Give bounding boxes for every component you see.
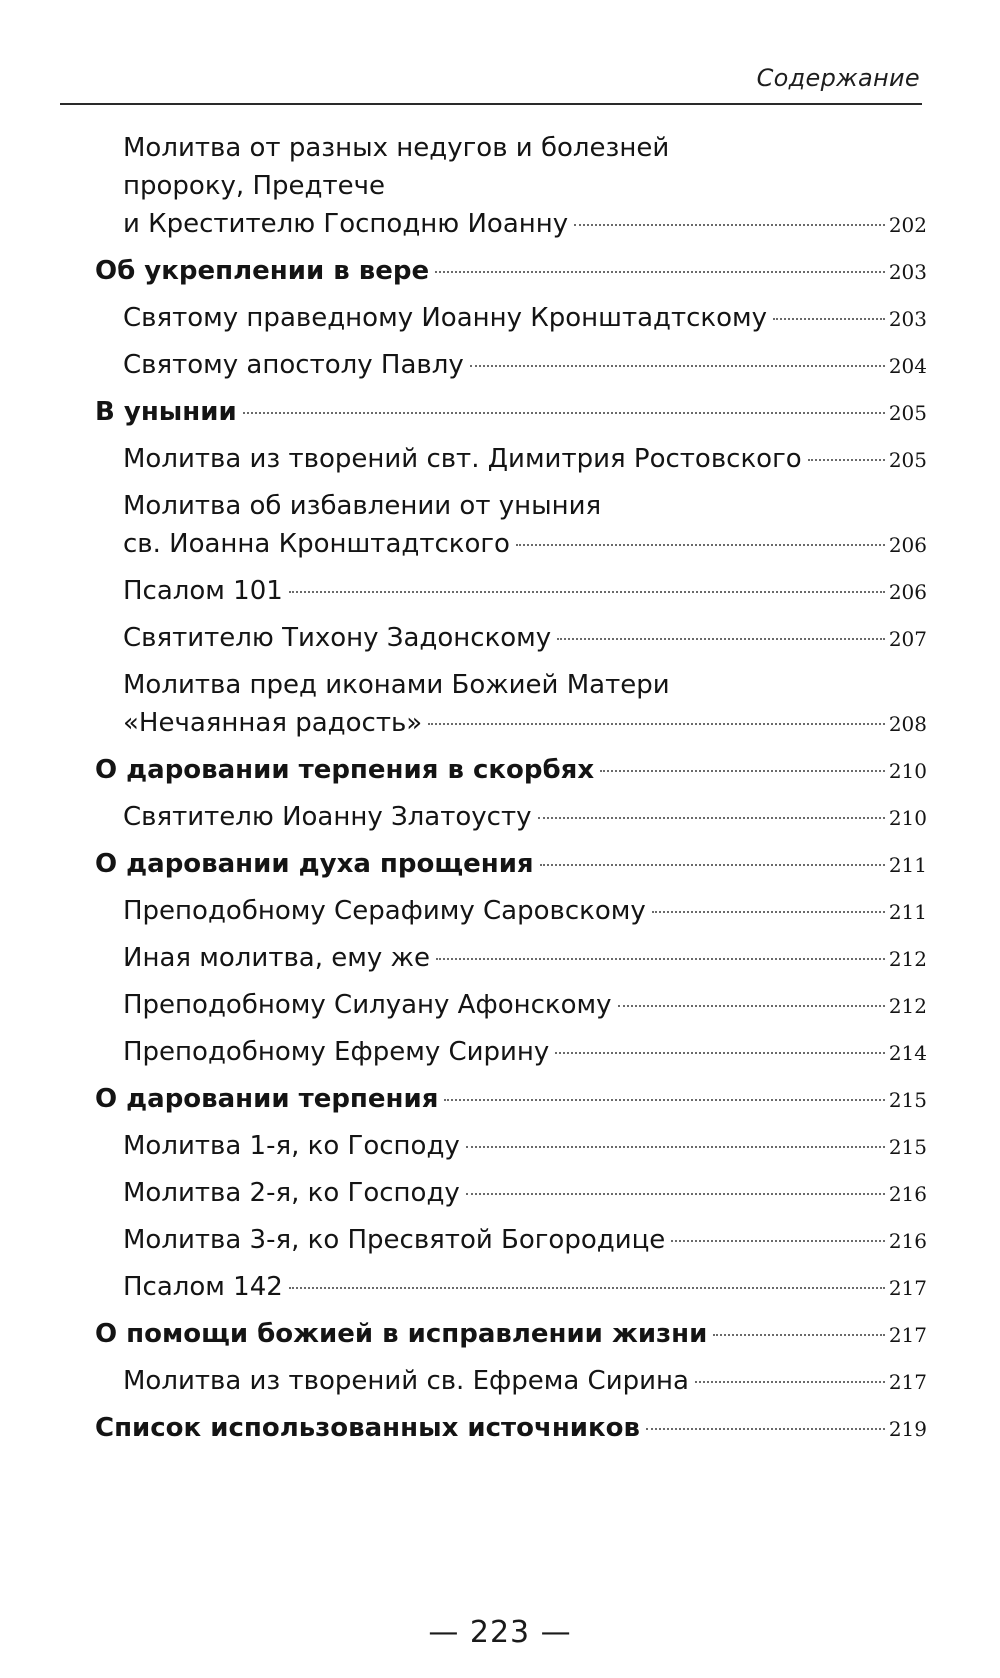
toc-page-number: 205 — [888, 448, 927, 472]
page-number: — 223 — — [428, 1615, 572, 1650]
toc-page-number: 217 — [888, 1276, 927, 1300]
toc-page-number: 211 — [888, 900, 927, 924]
toc-page-number: 203 — [888, 260, 927, 284]
toc-page-number: 212 — [888, 994, 927, 1018]
toc-entry[interactable] — [95, 1362, 927, 1401]
toc-entry-title: Молитва 2-я, ко Господу — [123, 1178, 460, 1208]
toc-entry[interactable] — [95, 1033, 927, 1072]
toc-entry[interactable] — [95, 346, 927, 385]
dot-leader — [243, 412, 885, 414]
toc-entry-title: Молитва из творений свт. Димитрия Ростовского — [123, 444, 802, 474]
toc-page-number: 207 — [888, 627, 927, 651]
toc-entry-title: Об укреплении в вере — [95, 256, 430, 286]
toc-entry-line — [123, 1033, 927, 1072]
toc-section[interactable] — [95, 252, 927, 291]
toc-entry-line — [123, 798, 927, 837]
toc-page-number: 211 — [888, 853, 927, 877]
toc-section[interactable] — [95, 1409, 927, 1448]
toc-entry-title: Преподобному Силуану Афонскому — [123, 990, 612, 1020]
dot-leader — [600, 770, 885, 772]
dot-leader — [671, 1240, 885, 1242]
toc-entry-line — [95, 1409, 927, 1448]
toc-page-number: 215 — [888, 1135, 927, 1159]
toc-entry[interactable] — [95, 666, 927, 743]
toc-entry-title: О помощи божией в исправлении жизни — [95, 1319, 708, 1349]
toc-page-number: 210 — [888, 806, 927, 830]
dot-leader — [428, 723, 885, 725]
toc-entry[interactable] — [95, 939, 927, 978]
toc-entry-line — [95, 845, 927, 884]
toc-page-number: 212 — [888, 947, 927, 971]
toc-entry-line — [123, 1268, 927, 1307]
header-rule — [60, 103, 922, 105]
toc-page-number: 206 — [888, 533, 927, 557]
dot-leader — [470, 365, 885, 367]
toc-page-number: 216 — [888, 1182, 927, 1206]
dot-leader — [436, 958, 885, 960]
toc-page-number: 202 — [888, 213, 927, 237]
toc-entry-line — [123, 1221, 927, 1260]
toc-entry-line — [123, 572, 927, 611]
header-title: Содержание — [756, 64, 920, 92]
toc-entry-line — [123, 1362, 927, 1401]
dot-leader — [289, 1287, 885, 1289]
toc-entry-line — [123, 299, 927, 338]
toc-entry[interactable] — [95, 1221, 927, 1260]
toc-entry[interactable] — [95, 487, 927, 564]
toc-entry-line — [123, 892, 927, 931]
dot-leader — [713, 1334, 884, 1336]
dot-leader — [435, 271, 885, 273]
toc-entry-line — [123, 1174, 927, 1213]
toc-page-number: 219 — [888, 1417, 927, 1441]
toc-entry[interactable] — [95, 619, 927, 658]
toc-entry-title: Молитва из творений св. Ефрема Сирина — [123, 1366, 689, 1396]
toc-section[interactable] — [95, 1080, 927, 1119]
toc-entry-title-line: Молитва от разных недугов и болезней — [123, 133, 670, 163]
toc-page-number: 205 — [888, 401, 927, 425]
toc-entry-line — [95, 751, 927, 790]
toc-entry-title: Святому апостолу Павлу — [123, 350, 464, 380]
toc-entry-title: Псалом 101 — [123, 576, 283, 606]
dot-leader — [618, 1005, 885, 1007]
toc-entry-line — [123, 525, 927, 564]
toc-entry-title: Преподобному Ефрему Сирину — [123, 1037, 550, 1067]
toc-entry-line — [95, 252, 927, 291]
toc-entry[interactable] — [95, 798, 927, 837]
toc-entry-title: Молитва 3-я, ко Пресвятой Богородице — [123, 1225, 666, 1255]
toc-entry-title: О даровании духа прощения — [95, 849, 534, 879]
toc-entry[interactable] — [95, 1127, 927, 1166]
toc-entry-line — [123, 619, 927, 658]
toc-page-number: 217 — [888, 1323, 927, 1347]
toc-entry[interactable] — [95, 299, 927, 338]
toc-entry-title: Список использованных источников — [95, 1413, 640, 1443]
toc-entry-title-line: Молитва об избавлении от уныния — [123, 491, 602, 521]
toc-page-number: 214 — [888, 1041, 927, 1065]
toc-entry-title: Псалом 142 — [123, 1272, 283, 1302]
toc-entry-line — [123, 1127, 927, 1166]
toc-page-number: 208 — [888, 712, 927, 736]
dot-leader — [808, 459, 885, 461]
toc-entry-line — [123, 986, 927, 1025]
dot-leader — [444, 1099, 884, 1101]
toc-entry-title: Святителю Тихону Задонскому — [123, 623, 552, 653]
dot-leader — [646, 1428, 885, 1430]
toc-entry-line — [95, 1080, 927, 1119]
toc-entry-title: О даровании терпения в скорбях — [95, 755, 595, 785]
dot-leader — [652, 911, 885, 913]
toc-entry[interactable] — [95, 440, 927, 479]
dot-leader — [574, 224, 885, 226]
toc-entry-title: Молитва 1-я, ко Господу — [123, 1131, 460, 1161]
toc-entry-line — [95, 393, 927, 432]
toc-page-number: 217 — [888, 1370, 927, 1394]
dot-leader — [773, 318, 885, 320]
toc-entry-line — [123, 939, 927, 978]
toc-page-number: 210 — [888, 759, 927, 783]
toc-section[interactable] — [95, 393, 927, 432]
dot-leader — [466, 1193, 885, 1195]
toc-entry-title: Святому праведному Иоанну Кронштадтскому — [123, 303, 768, 333]
dot-leader — [466, 1146, 885, 1148]
toc-entry-line — [123, 346, 927, 385]
toc-entry-title: Иная молитва, ему же — [123, 943, 430, 973]
toc-entry[interactable] — [95, 1268, 927, 1307]
toc-page-number: 216 — [888, 1229, 927, 1253]
toc-entry-title: Святителю Иоанну Златоусту — [123, 802, 532, 832]
dot-leader — [289, 591, 885, 593]
toc-entry-title: и Крестителю Господню Иоанну — [123, 209, 569, 239]
toc-entry-line — [123, 704, 927, 743]
toc-entry-title-line: пророку, Предтече — [123, 171, 385, 201]
toc-entry[interactable] — [95, 986, 927, 1025]
toc-entry-line — [123, 205, 927, 244]
toc-entry-title: О даровании терпения — [95, 1084, 439, 1114]
toc-page-number: 215 — [888, 1088, 927, 1112]
toc-entry-title: «Нечаянная радость» — [123, 708, 423, 738]
toc-entry[interactable] — [95, 892, 927, 931]
toc-page-number: 203 — [888, 307, 927, 331]
toc-section[interactable] — [95, 1315, 927, 1354]
toc-entry-title: Преподобному Серафиму Саровскому — [123, 896, 646, 926]
table-of-contents — [95, 129, 927, 1456]
toc-section[interactable] — [95, 845, 927, 884]
dot-leader — [538, 817, 885, 819]
running-header — [60, 60, 922, 104]
toc-page-number: 204 — [888, 354, 927, 378]
dot-leader — [540, 864, 885, 866]
toc-entry-line — [95, 1315, 927, 1354]
toc-section[interactable] — [95, 751, 927, 790]
dot-leader — [516, 544, 885, 546]
dot-leader — [555, 1052, 885, 1054]
toc-page-number: 206 — [888, 580, 927, 604]
dot-leader — [695, 1381, 885, 1383]
toc-entry[interactable] — [95, 1174, 927, 1213]
toc-entry[interactable] — [95, 572, 927, 611]
toc-entry-title: В унынии — [95, 397, 237, 427]
toc-entry-line — [123, 440, 927, 479]
dot-leader — [557, 638, 885, 640]
toc-entry[interactable] — [95, 129, 927, 244]
toc-entry-title: св. Иоанна Кронштадтского — [123, 529, 510, 559]
toc-entry-title-line: Молитва пред иконами Божией Матери — [123, 670, 670, 700]
